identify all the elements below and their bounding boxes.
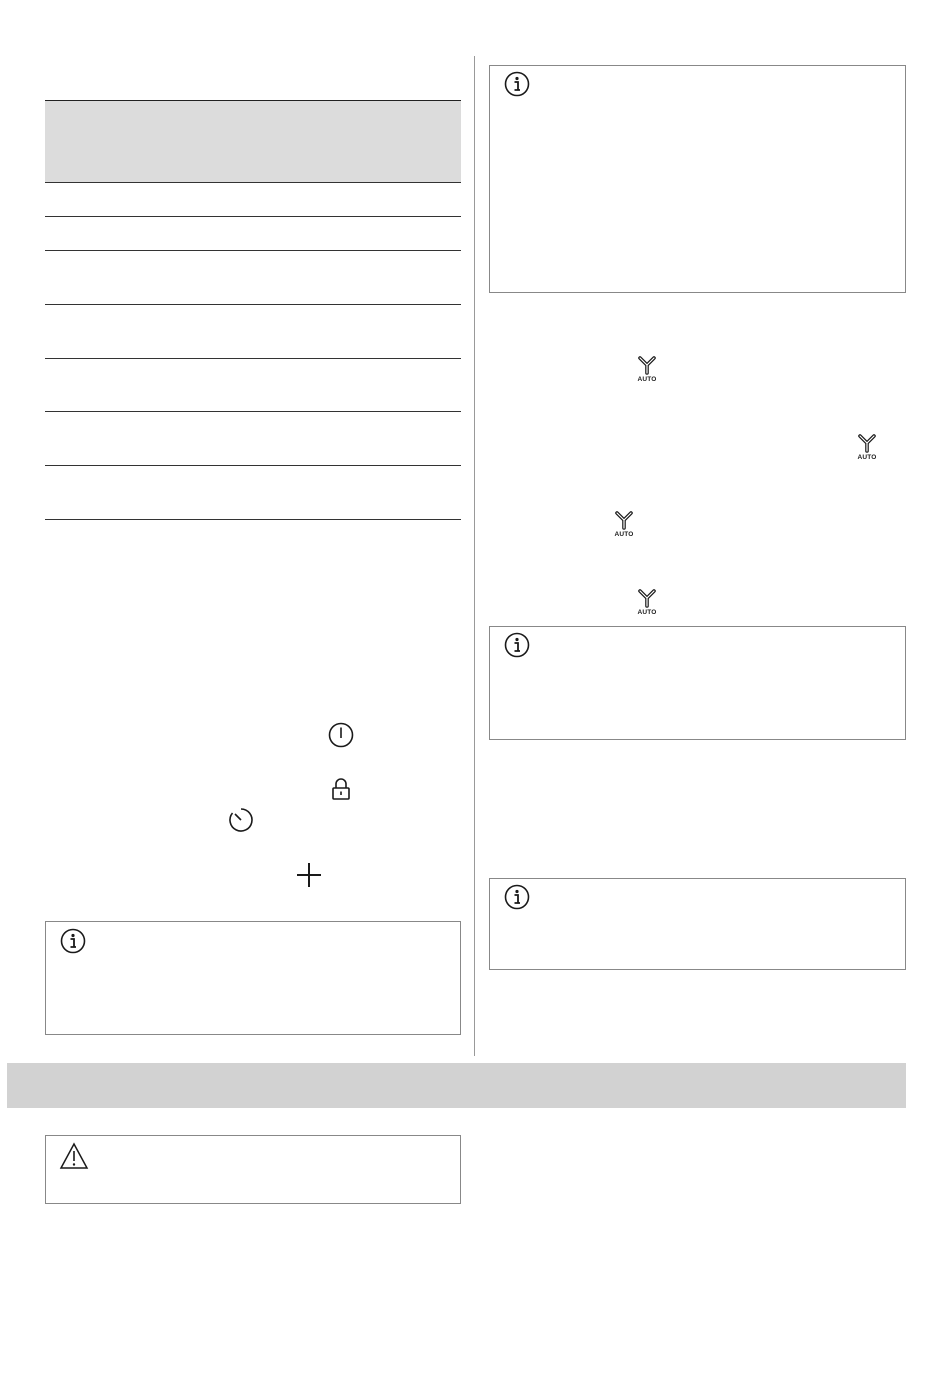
table-row-divider bbox=[45, 304, 461, 305]
info-icon bbox=[504, 71, 530, 97]
fan-auto-label: AUTO bbox=[614, 531, 634, 538]
table-row-divider bbox=[45, 519, 461, 520]
table-row-divider bbox=[45, 216, 461, 217]
warning-note-box bbox=[45, 1135, 461, 1204]
table-row-divider bbox=[45, 250, 461, 251]
fan-auto-symbol bbox=[613, 507, 635, 538]
info-note-box bbox=[489, 626, 906, 740]
table-row-divider bbox=[45, 182, 461, 183]
table-row-divider bbox=[45, 358, 461, 359]
fan-auto-icon bbox=[636, 585, 658, 609]
info-icon bbox=[504, 884, 530, 910]
fan-auto-symbol bbox=[856, 430, 878, 461]
warning-icon bbox=[59, 1142, 89, 1170]
fan-auto-symbol bbox=[636, 352, 658, 383]
column-divider bbox=[474, 56, 475, 1056]
fan-auto-icon bbox=[856, 430, 878, 454]
plus-icon bbox=[295, 861, 323, 889]
table-header bbox=[45, 100, 461, 183]
info-icon bbox=[504, 632, 530, 658]
section-heading-bar bbox=[7, 1063, 906, 1108]
timer-icon bbox=[227, 806, 255, 834]
table-row-divider bbox=[45, 411, 461, 412]
info-note-box bbox=[489, 878, 906, 970]
info-note-box bbox=[45, 921, 461, 1035]
lock-icon bbox=[330, 777, 352, 801]
info-icon bbox=[60, 928, 86, 954]
fan-auto-icon bbox=[636, 352, 658, 376]
power-icon bbox=[327, 721, 355, 749]
fan-auto-symbol bbox=[636, 585, 658, 616]
fan-auto-label: AUTO bbox=[857, 454, 877, 461]
fan-auto-label: AUTO bbox=[637, 376, 657, 383]
fan-auto-label: AUTO bbox=[637, 609, 657, 616]
info-note-box bbox=[489, 65, 906, 293]
table-row-divider bbox=[45, 465, 461, 466]
fan-auto-icon bbox=[613, 507, 635, 531]
